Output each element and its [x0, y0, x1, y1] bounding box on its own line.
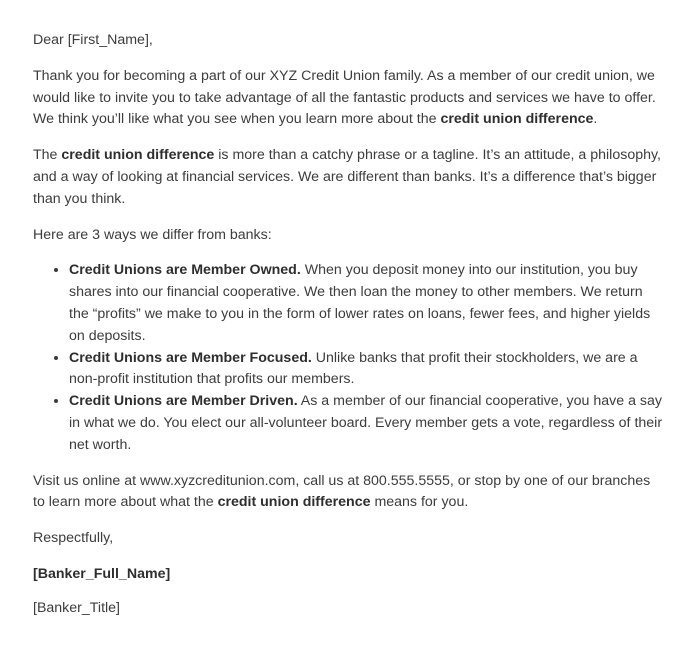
paragraph-welcome: [33, 66, 663, 131]
paragraph-contact: [33, 471, 663, 515]
emphasis-credit-union-difference: credit union difference: [440, 111, 594, 128]
paragraph-contact-end: means for you.: [370, 494, 469, 511]
differences-list: [33, 260, 663, 456]
paragraph-welcome-text: Thank you for becoming a part of our XYZ Credit Union family. As a member of our credit union, we would like to invite you to take advantage of all the fantastic products and services we have to offer. We think you’ll like what you see when you learn more about the: [33, 67, 656, 128]
list-item-text: As a member of our financial cooperative, you have a say in what we do. You elect our all-volunteer board. Every member gets a vote, regardless of their net worth.: [69, 393, 663, 453]
list-item-heading: Credit Unions are Member Owned.: [69, 262, 301, 279]
list-intro: Here are 3 ways we differ from banks:: [33, 226, 272, 243]
emphasis-credit-union-difference: credit union difference: [217, 494, 371, 511]
list-item-heading: Credit Unions are Member Focused.: [69, 349, 312, 366]
list-item-heading: Credit Unions are Member Driven.: [69, 393, 298, 410]
signature-title: [Banker_Title]: [33, 599, 121, 616]
signature-name: [33, 564, 663, 586]
paragraph-difference: [33, 145, 663, 210]
list-item: [69, 391, 663, 456]
emphasis-credit-union-difference: credit union difference: [61, 147, 215, 164]
list-item-text: Unlike banks that profit their stockholders, we are a non-profit institution that profits our members.: [69, 349, 638, 388]
paragraph-welcome-end: .: [593, 111, 598, 128]
list-item: [69, 260, 663, 347]
greeting: Dear [First_Name],: [33, 32, 153, 48]
list-item: [69, 348, 663, 392]
letter-body: [33, 30, 663, 634]
closing: Respectfully,: [33, 530, 114, 547]
paragraph-difference-text: is more than a catchy phrase or a tagline. It’s an attitude, a philosophy, and a way of looking at financial services. We are different than banks. It’s a difference that’s bigger than you think.: [33, 147, 661, 207]
list-item-text: When you deposit money into our institution, you buy shares into our financial cooperative. We then loan the money to other members. We return the “profits” we make to you in the form of lower rates on loans, fewer fees, and higher yields on deposits.: [69, 262, 651, 344]
signature-name-text: [Banker_Full_Name]: [33, 565, 171, 582]
paragraph-difference-start: The: [33, 147, 62, 164]
paragraph-contact-text: Visit us online at www.xyzcreditunion.com, call us at 800.555.5555, or stop by one of our branches to learn more about what the: [33, 472, 651, 511]
